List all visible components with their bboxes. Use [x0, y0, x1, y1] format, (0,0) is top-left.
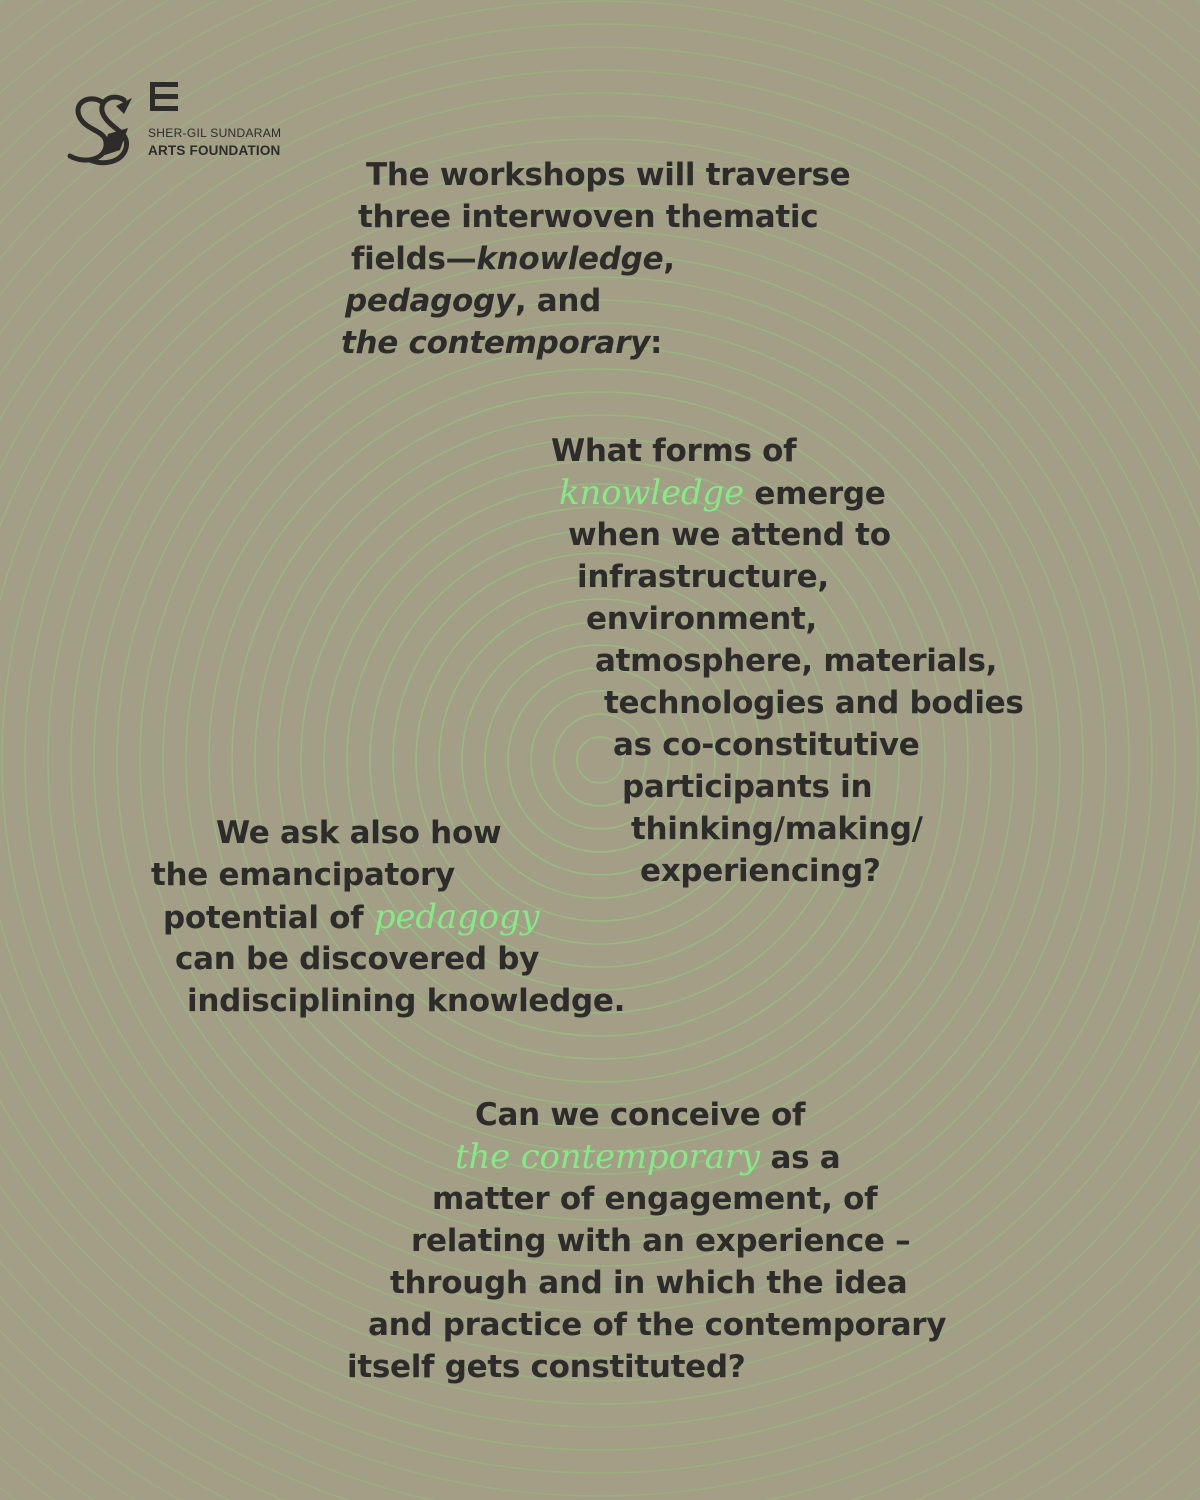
knowledge-line: thinking/making/ — [631, 811, 923, 847]
contemporary-highlight: the contemporary — [455, 1137, 760, 1177]
knowledge-line: participants in — [622, 769, 873, 805]
knowledge-line: environment, — [586, 601, 817, 637]
foundation-name — [148, 124, 281, 160]
knowledge-line: atmosphere, materials, — [595, 643, 998, 679]
intro-line: three interwoven thematic — [358, 199, 819, 235]
contemporary-line: matter of engagement, of — [432, 1181, 878, 1217]
pedagogy-line: potential of pedagogy — [163, 897, 540, 937]
contemporary-line: itself gets constituted? — [347, 1349, 746, 1385]
pedagogy-line: We ask also how — [216, 815, 502, 851]
knowledge-line: knowledge emerge — [559, 473, 886, 513]
knowledge-line: as co-constitutive — [613, 727, 920, 763]
foundation-name-line1: SHER-GIL SUNDARAM — [148, 126, 282, 140]
foundation-logo-bars — [150, 80, 180, 116]
pedagogy-line: can be discovered by — [175, 941, 540, 977]
intro-line: fields—knowledge, — [351, 241, 675, 277]
knowledge-line: technologies and bodies — [604, 685, 1024, 721]
contemporary-line: the contemporary as a — [455, 1137, 841, 1177]
contemporary-line: Can we conceive of — [475, 1097, 806, 1133]
contemporary-line: and practice of the contemporary — [368, 1307, 947, 1343]
pedagogy-line: the emancipatory — [151, 857, 455, 893]
pedagogy-line: indisciplining knowledge. — [187, 983, 626, 1019]
intro-line: the contemporary: — [341, 325, 663, 361]
contemporary-line: through and in which the idea — [390, 1265, 908, 1301]
knowledge-line: experiencing? — [640, 853, 881, 889]
foundation-name-line2: ARTS FOUNDATION — [148, 143, 281, 158]
knowledge-line: when we attend to — [568, 517, 891, 553]
intro-line: pedagogy, and — [345, 283, 602, 319]
knowledge-line: infrastructure, — [577, 559, 829, 595]
intro-line: The workshops will traverse — [366, 157, 851, 193]
knowledge-highlight: knowledge — [559, 473, 744, 513]
pedagogy-highlight: pedagogy — [373, 897, 540, 937]
contemporary-line: relating with an experience – — [411, 1223, 911, 1259]
knowledge-line: What forms of — [551, 433, 797, 469]
foundation-logo — [62, 80, 292, 170]
foundation-logo-mark — [62, 80, 150, 170]
